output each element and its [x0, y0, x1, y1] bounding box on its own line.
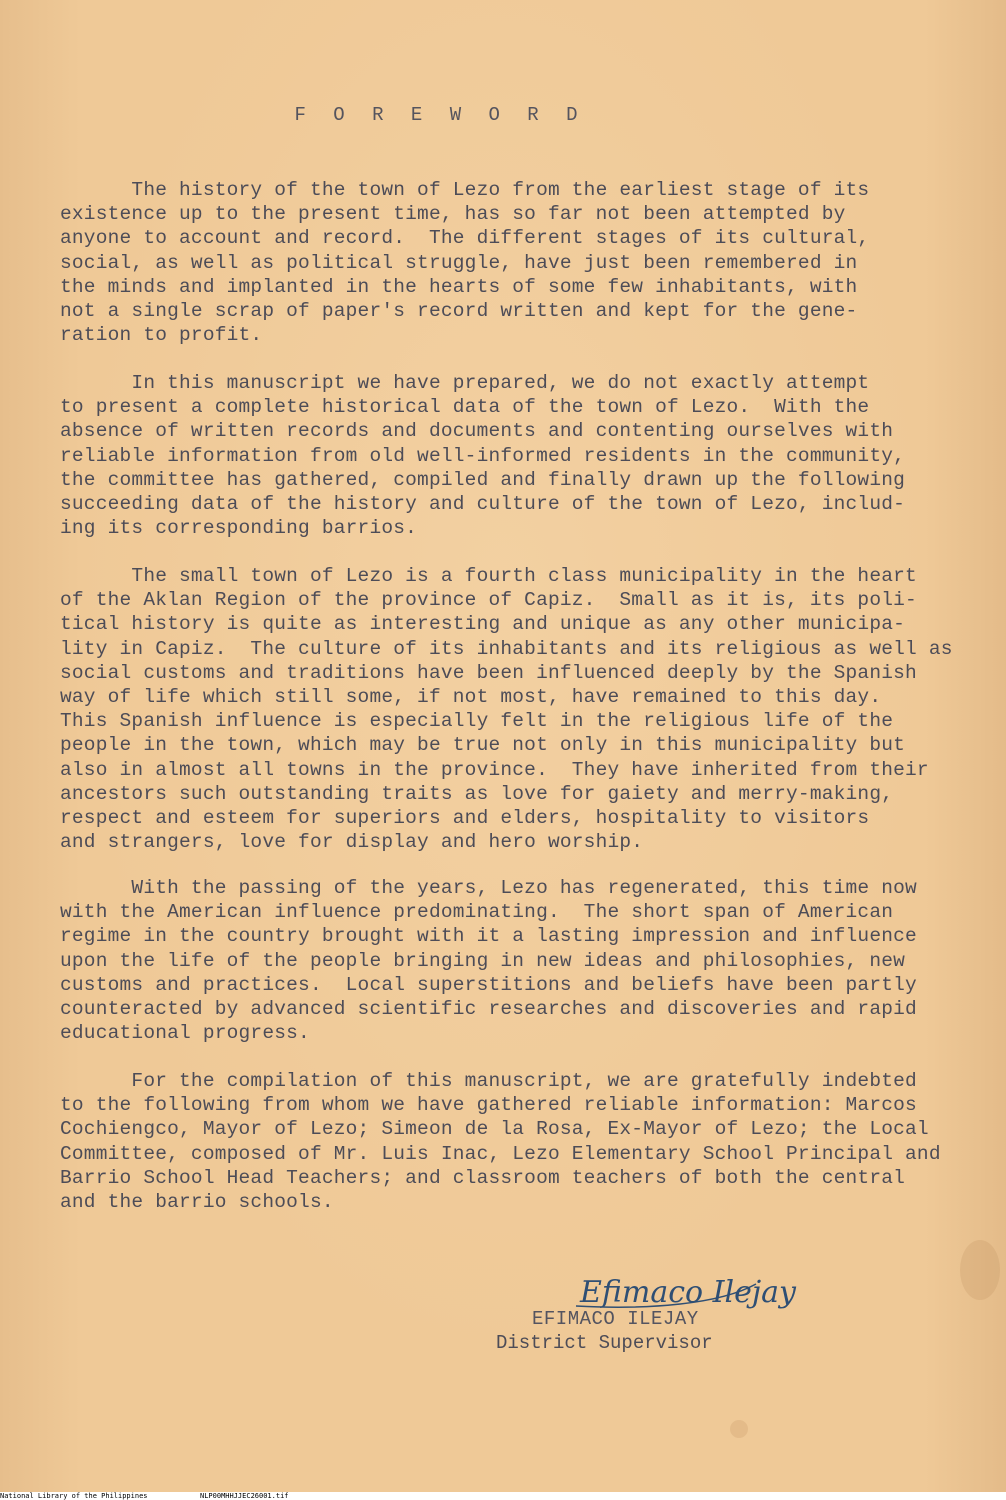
paragraph-line: to present a complete historical data of the town of Lezo. With the: [60, 396, 870, 419]
paragraph-line: and strangers, love for display and hero worship.: [60, 831, 644, 854]
paragraph-line: With the passing of the years, Lezo has regenerated, this time now: [60, 877, 917, 899]
paragraph-line: In this manuscript we have prepared, we do not exactly attempt: [60, 372, 870, 394]
paragraph-line: absence of written records and documents and contenting ourselves with: [60, 420, 894, 443]
paragraph-line: social customs and traditions have been influenced deeply by the Spanish: [60, 661, 917, 684]
paragraph-line: This Spanish influence is especially felt in the religious life of the: [60, 710, 894, 733]
paragraph-line: Committee, composed of Mr. Luis Inac, Lezo Elementary School Principal and: [60, 1142, 941, 1165]
paragraph-line: Cochiengco, Mayor of Lezo; Simeon de la Rosa, Ex-Mayor of Lezo; the Local: [60, 1118, 929, 1141]
signatory-name: EFIMACO ILEJAY: [532, 1308, 699, 1330]
paragraph-line: not a single scrap of paper's record written and kept for the gene-: [60, 300, 858, 323]
paragraph-1: [60, 178, 940, 347]
paragraph-line: lity in Capiz. The culture of its inhabitants and its religious as well as: [60, 637, 953, 660]
document-title: F O R E W O R D: [294, 104, 586, 126]
paragraph-line: with the American influence predominating. The short span of American: [60, 901, 894, 924]
signatory-title: District Supervisor: [496, 1332, 713, 1354]
footer-filename: NLP00MHHJJEC26001.tif: [200, 1492, 289, 1500]
paragraph-line: Barrio School Head Teachers; and classroom teachers of both the central: [60, 1166, 906, 1189]
paragraph-line: upon the life of the people bringing in new ideas and philosophies, new: [60, 949, 906, 972]
paragraph-line: of the Aklan Region of the province of Capiz. Small as it is, its poli-: [60, 589, 917, 612]
paragraph-line: to the following from whom we have gathered reliable information: Marcos: [60, 1094, 917, 1117]
paragraph-line: existence up to the present time, has so far not been attempted by: [60, 203, 846, 226]
paragraph-line: way of life which still some, if not most, have remained to this day.: [60, 686, 882, 709]
paragraph-5: [60, 1069, 940, 1214]
paragraph-line: The history of the town of Lezo from the earliest stage of its: [60, 179, 870, 201]
paragraph-line: tical history is quite as interesting and unique as any other municipa-: [60, 613, 906, 636]
paper-stain: [730, 1420, 748, 1438]
paragraph-line: also in almost all towns in the province. They have inherited from their: [60, 758, 929, 781]
paragraph-4: [60, 876, 940, 1045]
paragraph-line: For the compilation of this manuscript, we are gratefully indebted: [60, 1070, 917, 1092]
signature-block: [490, 1260, 796, 1360]
paragraph-line: counteracted by advanced scientific researches and discoveries and rapid: [60, 998, 917, 1021]
paragraph-line: regime in the country brought with it a lasting impression and influence: [60, 925, 917, 948]
paragraph-line: succeeding data of the history and culture of the town of Lezo, includ-: [60, 493, 906, 516]
footer-library: National Library of the Philippines: [0, 1492, 148, 1500]
paragraph-line: customs and practices. Local superstitions and beliefs have been partly: [60, 973, 917, 996]
paragraph-line: respect and esteem for superiors and elders, hospitality to visitors: [60, 807, 870, 830]
scan-footer: [0, 1492, 1006, 1500]
paragraph-line: the minds and implanted in the hearts of some few inhabitants, with: [60, 275, 858, 298]
paragraph-3: [60, 564, 953, 854]
paragraph-2: [60, 371, 940, 540]
paragraph-line: and the barrio schools.: [60, 1191, 334, 1214]
paragraph-line: educational progress.: [60, 1022, 310, 1045]
signature-script: Efimaco Ilejay: [580, 1275, 796, 1310]
paragraph-line: social, as well as political struggle, have just been remembered in: [60, 251, 858, 274]
paragraph-line: the committee has gathered, compiled and finally drawn up the following: [60, 468, 906, 491]
paragraph-line: The small town of Lezo is a fourth class municipality in the heart: [60, 565, 917, 587]
paragraph-line: ration to profit.: [60, 324, 263, 347]
paper-stain: [960, 1240, 1000, 1300]
paragraph-line: reliable information from old well-informed residents in the community,: [60, 444, 906, 467]
paragraph-line: ancestors such outstanding traits as love for gaiety and merry-making,: [60, 782, 894, 805]
paragraph-line: ing its corresponding barrios.: [60, 517, 418, 540]
paragraph-line: anyone to account and record. The different stages of its cultural,: [60, 227, 870, 250]
paragraph-line: people in the town, which may be true not only in this municipality but: [60, 734, 906, 757]
